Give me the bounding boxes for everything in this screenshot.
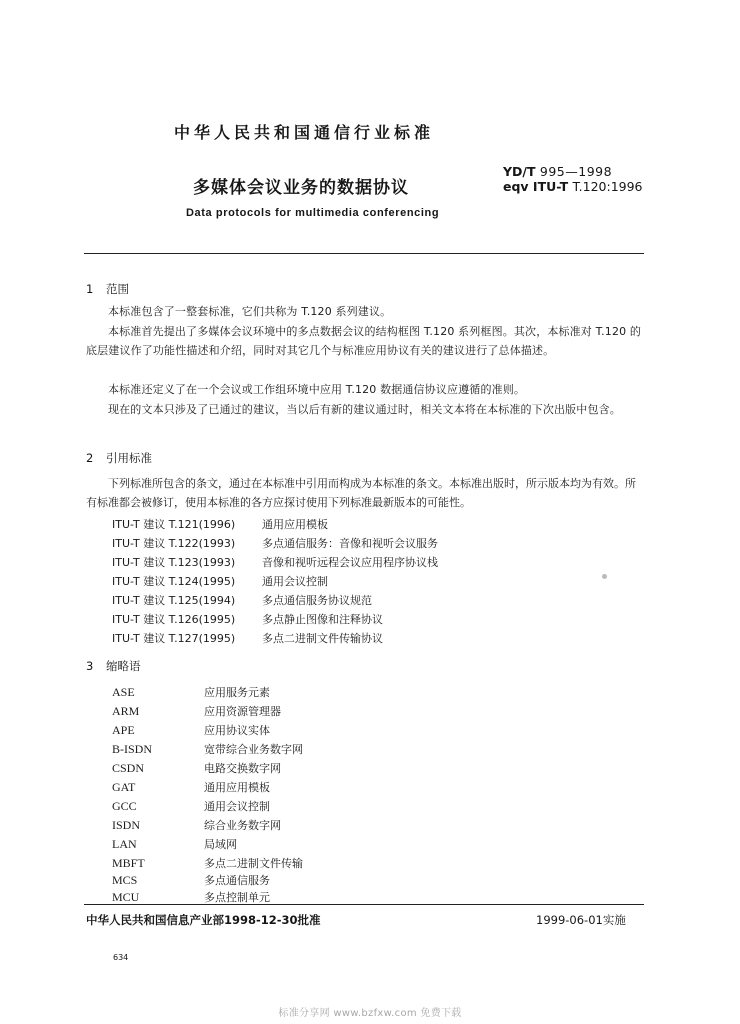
reference-title: 多点二进制文件传输协议 [262, 632, 383, 645]
abbreviation-row [112, 760, 281, 776]
abbreviation-meaning: 综合业务数字网 [204, 819, 281, 832]
standard-code-line-2 [503, 179, 643, 194]
abbreviation-term: GAT [112, 780, 136, 794]
reference-item [112, 630, 383, 646]
issue-approval: 中华人民共和国信息产业部1998-12-30批准 [86, 913, 321, 927]
reference-code: ITU-T 建议 T.124(1995) [112, 575, 236, 588]
reference-title: 多点静止图像和注释协议 [262, 613, 383, 626]
abbreviation-meaning: 通用应用模板 [204, 781, 270, 794]
section-1-paragraph-2: 本标准首先提出了多媒体会议环境中的多点数据会议的结构框图 T.120 系列框图。其次，本标准对 T.120 的底层建议作了功能性描述和介绍，同时对其它几个与标准应用协议有关的建议进行了总体描述。 [86, 325, 642, 357]
abbreviation-row [112, 836, 237, 852]
section-2-intro: 下列标准所包含的条文，通过在本标准中引用而构成为本标准的条文。本标准出版时，所示版本均为有效。所有标准都会被修订，使用本标准的各方应探讨使用下列标准最新版本的可能性。 [86, 477, 636, 509]
abbreviation-meaning: 应用协议实体 [204, 724, 270, 737]
abbreviation-term: GCC [112, 799, 137, 813]
abbreviation-row [112, 855, 303, 871]
abbreviation-row [112, 798, 270, 814]
abbreviation-meaning: 宽带综合业务数字网 [204, 743, 303, 756]
standard-code-prefix: YD/T [503, 164, 536, 179]
reference-item [112, 573, 328, 589]
section-title: 缩略语 [106, 659, 141, 673]
abbreviation-term: ASE [112, 685, 135, 699]
header-divider [84, 253, 644, 254]
reference-item [112, 592, 372, 608]
reference-item [112, 535, 438, 551]
reference-code: ITU-T 建议 T.123(1993) [112, 556, 236, 569]
standard-code-number: 995—1998 [539, 164, 613, 179]
abbreviation-meaning: 电路交换数字网 [204, 762, 281, 775]
reference-code: ITU-T 建议 T.121(1996) [112, 518, 236, 531]
reference-title: 多点通信服务：音像和视听会议服务 [262, 537, 438, 550]
footer-divider [84, 904, 644, 905]
section-number: 1 [86, 282, 94, 296]
abbreviation-term: ARM [112, 704, 140, 718]
section-2-heading [86, 450, 152, 466]
page-number: 634 [113, 953, 129, 962]
reference-code: ITU-T 建议 T.127(1995) [112, 632, 236, 645]
section-1-paragraph-1: 本标准包含了一整套标准，它们共称为 T.120 系列建议。 [108, 305, 392, 318]
standard-code-block [503, 164, 643, 194]
abbreviation-term: APE [112, 723, 135, 737]
standard-title-english: Data protocols for multimedia conferencing [186, 207, 440, 219]
abbreviation-meaning: 多点二进制文件传输 [204, 857, 303, 870]
scan-speck [602, 574, 607, 579]
section-title: 引用标准 [106, 451, 152, 465]
section-number: 2 [86, 451, 94, 465]
reference-code: ITU-T 建议 T.125(1994) [112, 594, 236, 607]
reference-title: 通用应用模板 [262, 518, 328, 531]
equivalent-standard-prefix: eqv ITU-T [503, 179, 569, 194]
reference-code: ITU-T 建议 T.126(1995) [112, 613, 236, 626]
section-3-heading [86, 658, 141, 674]
abbreviation-row [112, 741, 303, 757]
watermark-text: 标准分享网 www.bzfxw.com 免费下载 [278, 1008, 462, 1019]
abbreviation-term: MCS [112, 873, 138, 887]
reference-title: 音像和视听远程会议应用程序协议栈 [262, 556, 438, 569]
reference-item [112, 516, 328, 532]
implementation-date: 1999-06-01实施 [536, 913, 626, 927]
abbreviation-term: CSDN [112, 761, 145, 775]
section-1-paragraph-3: 本标准还定义了在一个会议或工作组环境中应用 T.120 数据通信协议应遵循的准则。 [108, 383, 526, 396]
abbreviation-term: ISDN [112, 818, 141, 832]
abbreviation-term: LAN [112, 837, 137, 851]
abbreviation-meaning: 应用服务元素 [204, 686, 270, 699]
reference-code: ITU-T 建议 T.122(1993) [112, 537, 236, 550]
abbreviation-meaning: 通用会议控制 [204, 800, 270, 813]
abbreviation-row [112, 703, 281, 719]
abbreviation-row [112, 817, 281, 833]
section-number: 3 [86, 659, 94, 673]
abbreviation-term: MBFT [112, 856, 145, 870]
reference-item [112, 554, 438, 570]
abbreviation-row [112, 779, 270, 795]
reference-item [112, 611, 383, 627]
abbreviation-row [112, 872, 270, 888]
abbreviation-row [112, 889, 270, 905]
abbreviation-row [112, 684, 270, 700]
reference-title: 多点通信服务协议规范 [262, 594, 372, 607]
abbreviation-meaning: 局域网 [204, 838, 237, 851]
section-title: 范围 [106, 282, 129, 296]
abbreviation-term: B-ISDN [112, 742, 153, 756]
abbreviation-row [112, 722, 270, 738]
standard-code-line-1 [503, 164, 643, 179]
abbreviation-meaning: 应用资源管理器 [204, 705, 281, 718]
equivalent-standard-number: T.120:1996 [572, 179, 643, 194]
section-1-heading [86, 281, 129, 297]
abbreviation-meaning: 多点控制单元 [204, 891, 270, 904]
standard-title-chinese: 多媒体会议业务的数据协议 [193, 178, 409, 198]
abbreviation-meaning: 多点通信服务 [204, 874, 270, 887]
reference-title: 通用会议控制 [262, 575, 328, 588]
section-1-paragraph-4: 现在的文本只涉及了已通过的建议，当以后有新的建议通过时，相关文本将在本标准的下次出版中包含。 [108, 403, 621, 416]
standard-organization: 中华人民共和国通信行业标准 [173, 123, 434, 142]
abbreviation-term: MCU [112, 890, 140, 904]
